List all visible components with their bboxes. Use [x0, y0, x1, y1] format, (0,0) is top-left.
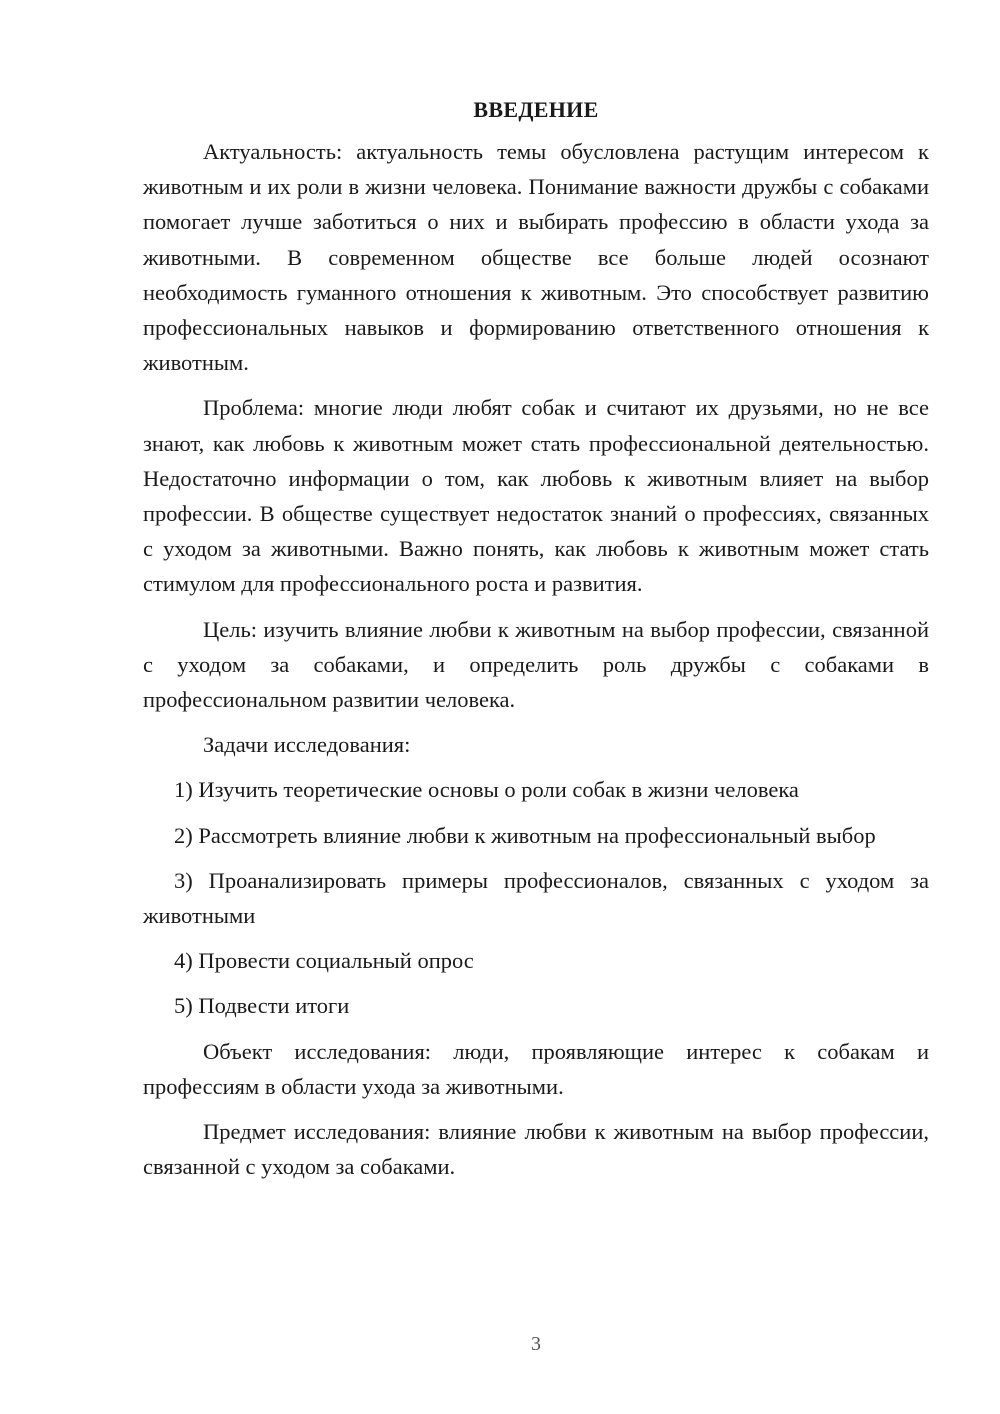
paragraph-subject: Предмет исследования: влияние любви к животным на выбор профессии, связанной с уходом за собаками. — [143, 1119, 929, 1180]
paragraph-problem: Проблема: многие люди любят собак и считают их друзьями, но не все знают, как любовь к животным может стать профессиональной деятельностью. Недостаточно информации о том, как любовь к животным влияет на выбор профессии. В обществе существует недостаток знаний о профессиях, связанных с уходом за животными. Важно понять, как любовь к животным может стать стимулом для профессионального роста и развития. — [143, 395, 929, 597]
paragraph-tasks-heading: Задачи исследования: — [203, 732, 411, 758]
list-item: 1) Изучить теоретические основы о роли собак в жизни человека — [174, 777, 799, 803]
paragraph-goal: Цель: изучить влияние любви к животным на выбор профессии, связанной с уходом за собаками, и определить роль дружбы с собаками в профессиональном развитии человека. — [143, 616, 929, 713]
list-item: 3) Проанализировать примеры профессионалов, связанных с уходом за животными — [143, 867, 929, 929]
document-page — [143, 90, 929, 1194]
list-item: 4) Провести социальный опрос — [174, 948, 474, 974]
task-list — [143, 772, 929, 1023]
page-number: 3 — [531, 1333, 541, 1355]
list-item: 5) Подвести итоги — [174, 993, 350, 1019]
page-title: ВВЕДЕНИЕ — [473, 97, 599, 122]
paragraph-relevance: Актуальность: актуальность темы обусловлена растущим интересом к животным и их роли в жизни человека. Понимание важности дружбы с собаками помогает лучше заботиться о них и выбирать профессию в области ухода за животными. В современном обществе все больше людей осознают необходимость гуманного отношения к животным. Это способствует развитию профессиональных навыков и формированию ответственного отношения к животным. — [143, 139, 929, 376]
list-item: 2) Рассмотреть влияние любви к животным на профессиональный выбор — [174, 822, 876, 848]
paragraph-object: Объект исследования: люди, проявляющие интерес к собакам и профессиям в области ухода за животными. — [143, 1038, 929, 1099]
